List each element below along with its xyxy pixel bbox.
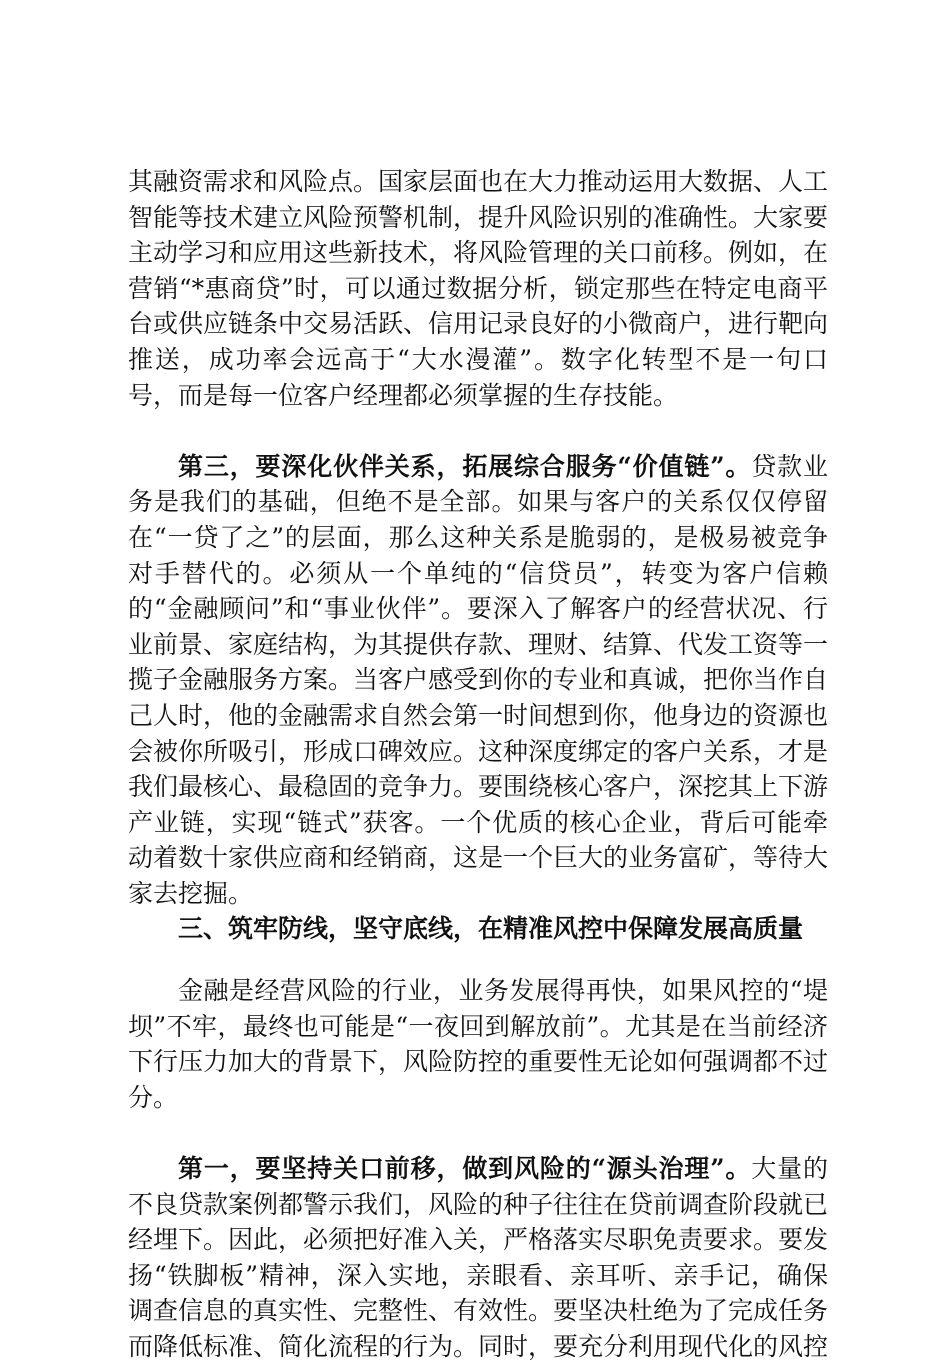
paragraph-risk-intro: 金融是经营风险的行业，业务发展得再快，如果风控的“堤坝”不牢，最终也可能是“一夜回到解放前”。尤其是在当前经济下行压力加大的背景下，风险防控的重要性无论如何强调都不过分。 <box>128 976 829 1112</box>
paragraph-source-governance <box>128 1151 828 1365</box>
paragraph-body-source-governance: 大量的不良贷款案例都警示我们，风险的种子往往在贷前调查阶段就已经埋下。因此，必须把好准入关，严格落实尽职免责要求。要发扬“铁脚板”精神，深入实地，亲眼看、亲耳听、亲手记，确保调查信息的真实性、完整性、有效性。要坚决杜绝为了完成任务而降低标准、简化流程的行为。同时，要充分利用现代化的风控 <box>128 1154 829 1361</box>
paragraph-lead-partnership: 第三，要深化伙伴关系，拓展综合服务“价值链”。 <box>178 451 752 481</box>
paragraph-data-driven-risk: 其融资需求和风险点。国家层面也在大力推动运用大数据、人工智能等技术建立风险预警机制，提升风险识别的准确性。大家要主动学习和应用这些新技术，将风险管理的关口前移。例如，在营销“*惠商贷”时，可以通过数据分析，锁定那些在特定电商平台或供应链条中交易活跃、信用记录良好的小微商户，进行靶向推送，成功率会远高于“大水漫灌”。数字化转型不是一句口号，而是每一位客户经理都必须掌握的生存技能。 <box>128 167 829 410</box>
document-page <box>128 164 828 1365</box>
paragraph-body-partnership: 贷款业务是我们的基础，但绝不是全部。如果与客户的关系仅仅停留在“一贷了之”的层面，那么这种关系是脆弱的，是极易被竞争对手替代的。必须从一个单纯的“信贷员”，转变为客户信赖的“金融顾问”和“事业伙伴”。要深入了解客户的经营状况、行业前景、家庭结构，为其提供存款、理财、结算、代发工资等一揽子金融服务方案。当客户感受到你的专业和真诚，把你当作自己人时，他的金融需求自然会第一时间想到你，他身边的资源也会被你所吸引，形成口碑效应。这种深度绑定的客户关系，才是我们最核心、最稳固的竞争力。要围绕核心客户，深挖其上下游产业链，实现“链式”获客。一个优质的核心企业，背后可能牵动着数十家供应商和经销商，这是一个巨大的业务富矿，等待大家去挖掘。 <box>128 451 829 908</box>
paragraph-partnership <box>128 449 828 912</box>
paragraph-lead-source-governance: 第一，要坚持关口前移，做到风险的“源头治理”。 <box>178 1154 752 1184</box>
section-heading-risk-control: 三、筑牢防线，坚守底线，在精准风控中保障发展高质量 <box>178 914 804 944</box>
